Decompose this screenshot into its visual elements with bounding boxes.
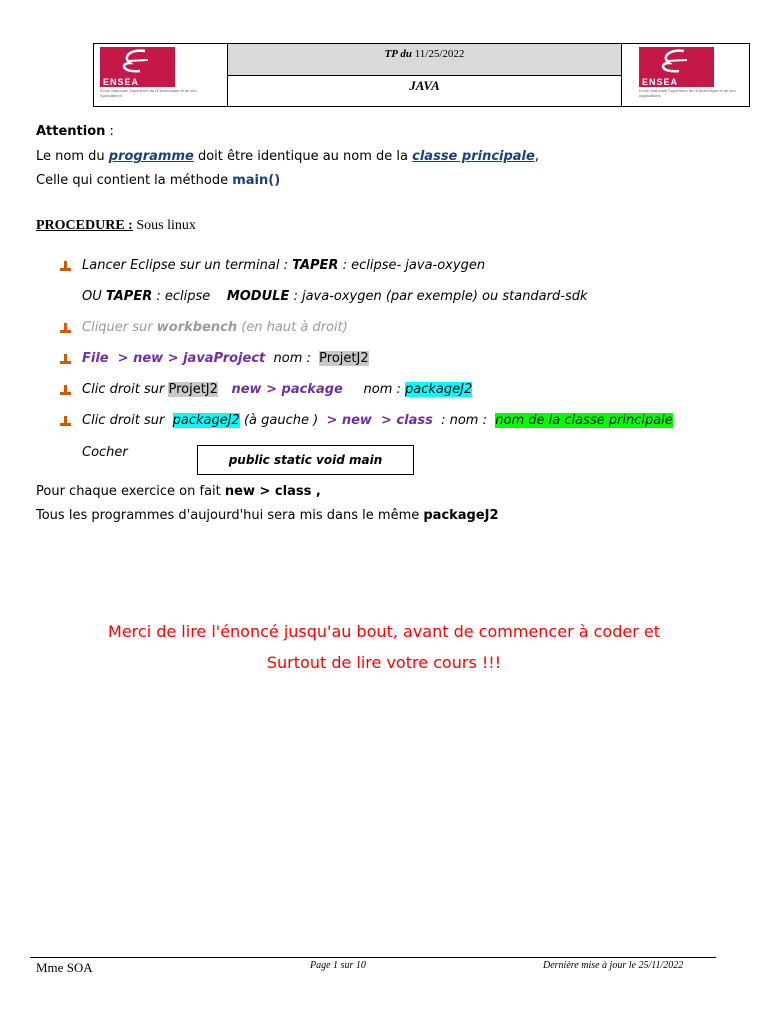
projet-name-highlight: ProjetJ2 bbox=[168, 382, 218, 397]
header-logo-left-cell bbox=[94, 44, 228, 106]
menu-path-new-package: new > package bbox=[217, 382, 343, 397]
ensea-logo-right bbox=[639, 47, 736, 103]
class-name-highlight: nom de la classe principale bbox=[495, 413, 673, 428]
ensea-logo-mark bbox=[100, 47, 175, 87]
step-5: Clic droit sur packageJ2 (à gauche ) > new > class : nom : nom de la classe principale bbox=[82, 413, 673, 428]
header-logo-right-cell bbox=[621, 44, 749, 106]
bullet-icon bbox=[60, 261, 71, 272]
bullet-icon bbox=[60, 323, 71, 334]
footer-author: Mme SOA bbox=[36, 960, 93, 975]
footer-updated: Dernière mise à jour le 25/11/2022 bbox=[543, 960, 684, 971]
menu-path-new-javaproject: File > new > javaProject bbox=[82, 351, 266, 366]
step-4: Clic droit sur ProjetJ2 new > package nom : packageJ2 bbox=[82, 382, 473, 397]
ensea-logo-text: ENSEA bbox=[642, 77, 679, 87]
attention-label: Attention bbox=[36, 124, 106, 139]
bullet-icon bbox=[60, 416, 71, 427]
header-date-row bbox=[228, 44, 621, 76]
procedure-title: PROCEDURE : bbox=[36, 218, 133, 233]
header-table bbox=[93, 43, 750, 107]
header-subject: JAVA bbox=[409, 78, 440, 93]
bullet-icon bbox=[60, 385, 71, 396]
ensea-swoosh-icon bbox=[639, 47, 714, 77]
main-method-term: main() bbox=[232, 173, 281, 188]
header-title-cell bbox=[228, 44, 621, 106]
ensea-logo-subtext: Ecole Nationale Supérieure de l'Electronique et de ses Applications bbox=[639, 88, 736, 98]
ensea-logo-left bbox=[100, 47, 197, 103]
after-line-1: Pour chaque exercice on fait new > class , bbox=[36, 484, 321, 499]
ensea-logo-text: ENSEA bbox=[103, 77, 140, 87]
tp-label: TP du bbox=[384, 48, 412, 60]
warning-line-1: Merci de lire l'énoncé jusqu'au bout, avant de commencer à coder et bbox=[108, 622, 660, 641]
footer-page: Page 1 sur 10 bbox=[310, 960, 366, 971]
classe-principale-term: classe principale bbox=[412, 149, 535, 164]
intro-line-1: Le nom du programme doit être identique au nom de la classe principale, bbox=[36, 149, 539, 164]
step-3: File > new > javaProject nom : ProjetJ2 bbox=[82, 351, 369, 366]
cocher-label: Cocher bbox=[82, 445, 128, 460]
projet-name-highlight: ProjetJ2 bbox=[319, 351, 369, 366]
step-1-alt: OU TAPER : eclipse MODULE : java-oxygen (par exemple) ou standard-sdk bbox=[82, 289, 588, 304]
warning-line-2: Surtout de lire votre cours !!! bbox=[266, 653, 502, 672]
attention-line: Attention : bbox=[36, 124, 114, 139]
tp-date: 11/25/2022 bbox=[414, 48, 465, 60]
ensea-logo-subtext: Ecole Nationale Supérieure de l'Electronique et de ses Applications bbox=[100, 88, 197, 98]
programme-term: programme bbox=[108, 149, 194, 164]
procedure-heading bbox=[36, 218, 196, 234]
ensea-swoosh-icon bbox=[100, 47, 175, 77]
ensea-logo-mark bbox=[639, 47, 714, 87]
intro-line-2: Celle qui contient la méthode main() bbox=[36, 173, 281, 188]
public-static-void-main-box: public static void main bbox=[197, 445, 414, 475]
menu-path-new-class: > new > class bbox=[326, 413, 433, 428]
package-name-highlight: packageJ2 bbox=[405, 382, 473, 397]
procedure-subtitle: Sous linux bbox=[132, 218, 196, 233]
after-line-2: Tous les programmes d'aujourd'hui sera mis dans le même packageJ2 bbox=[36, 508, 499, 523]
step-1: Lancer Eclipse sur un terminal : TAPER : eclipse- java-oxygen bbox=[82, 258, 486, 273]
footer-divider bbox=[30, 957, 716, 958]
bullet-icon bbox=[60, 354, 71, 365]
package-name-highlight: packageJ2 bbox=[172, 413, 240, 428]
step-2: Cliquer sur workbench (en haut à droit) bbox=[82, 320, 348, 335]
